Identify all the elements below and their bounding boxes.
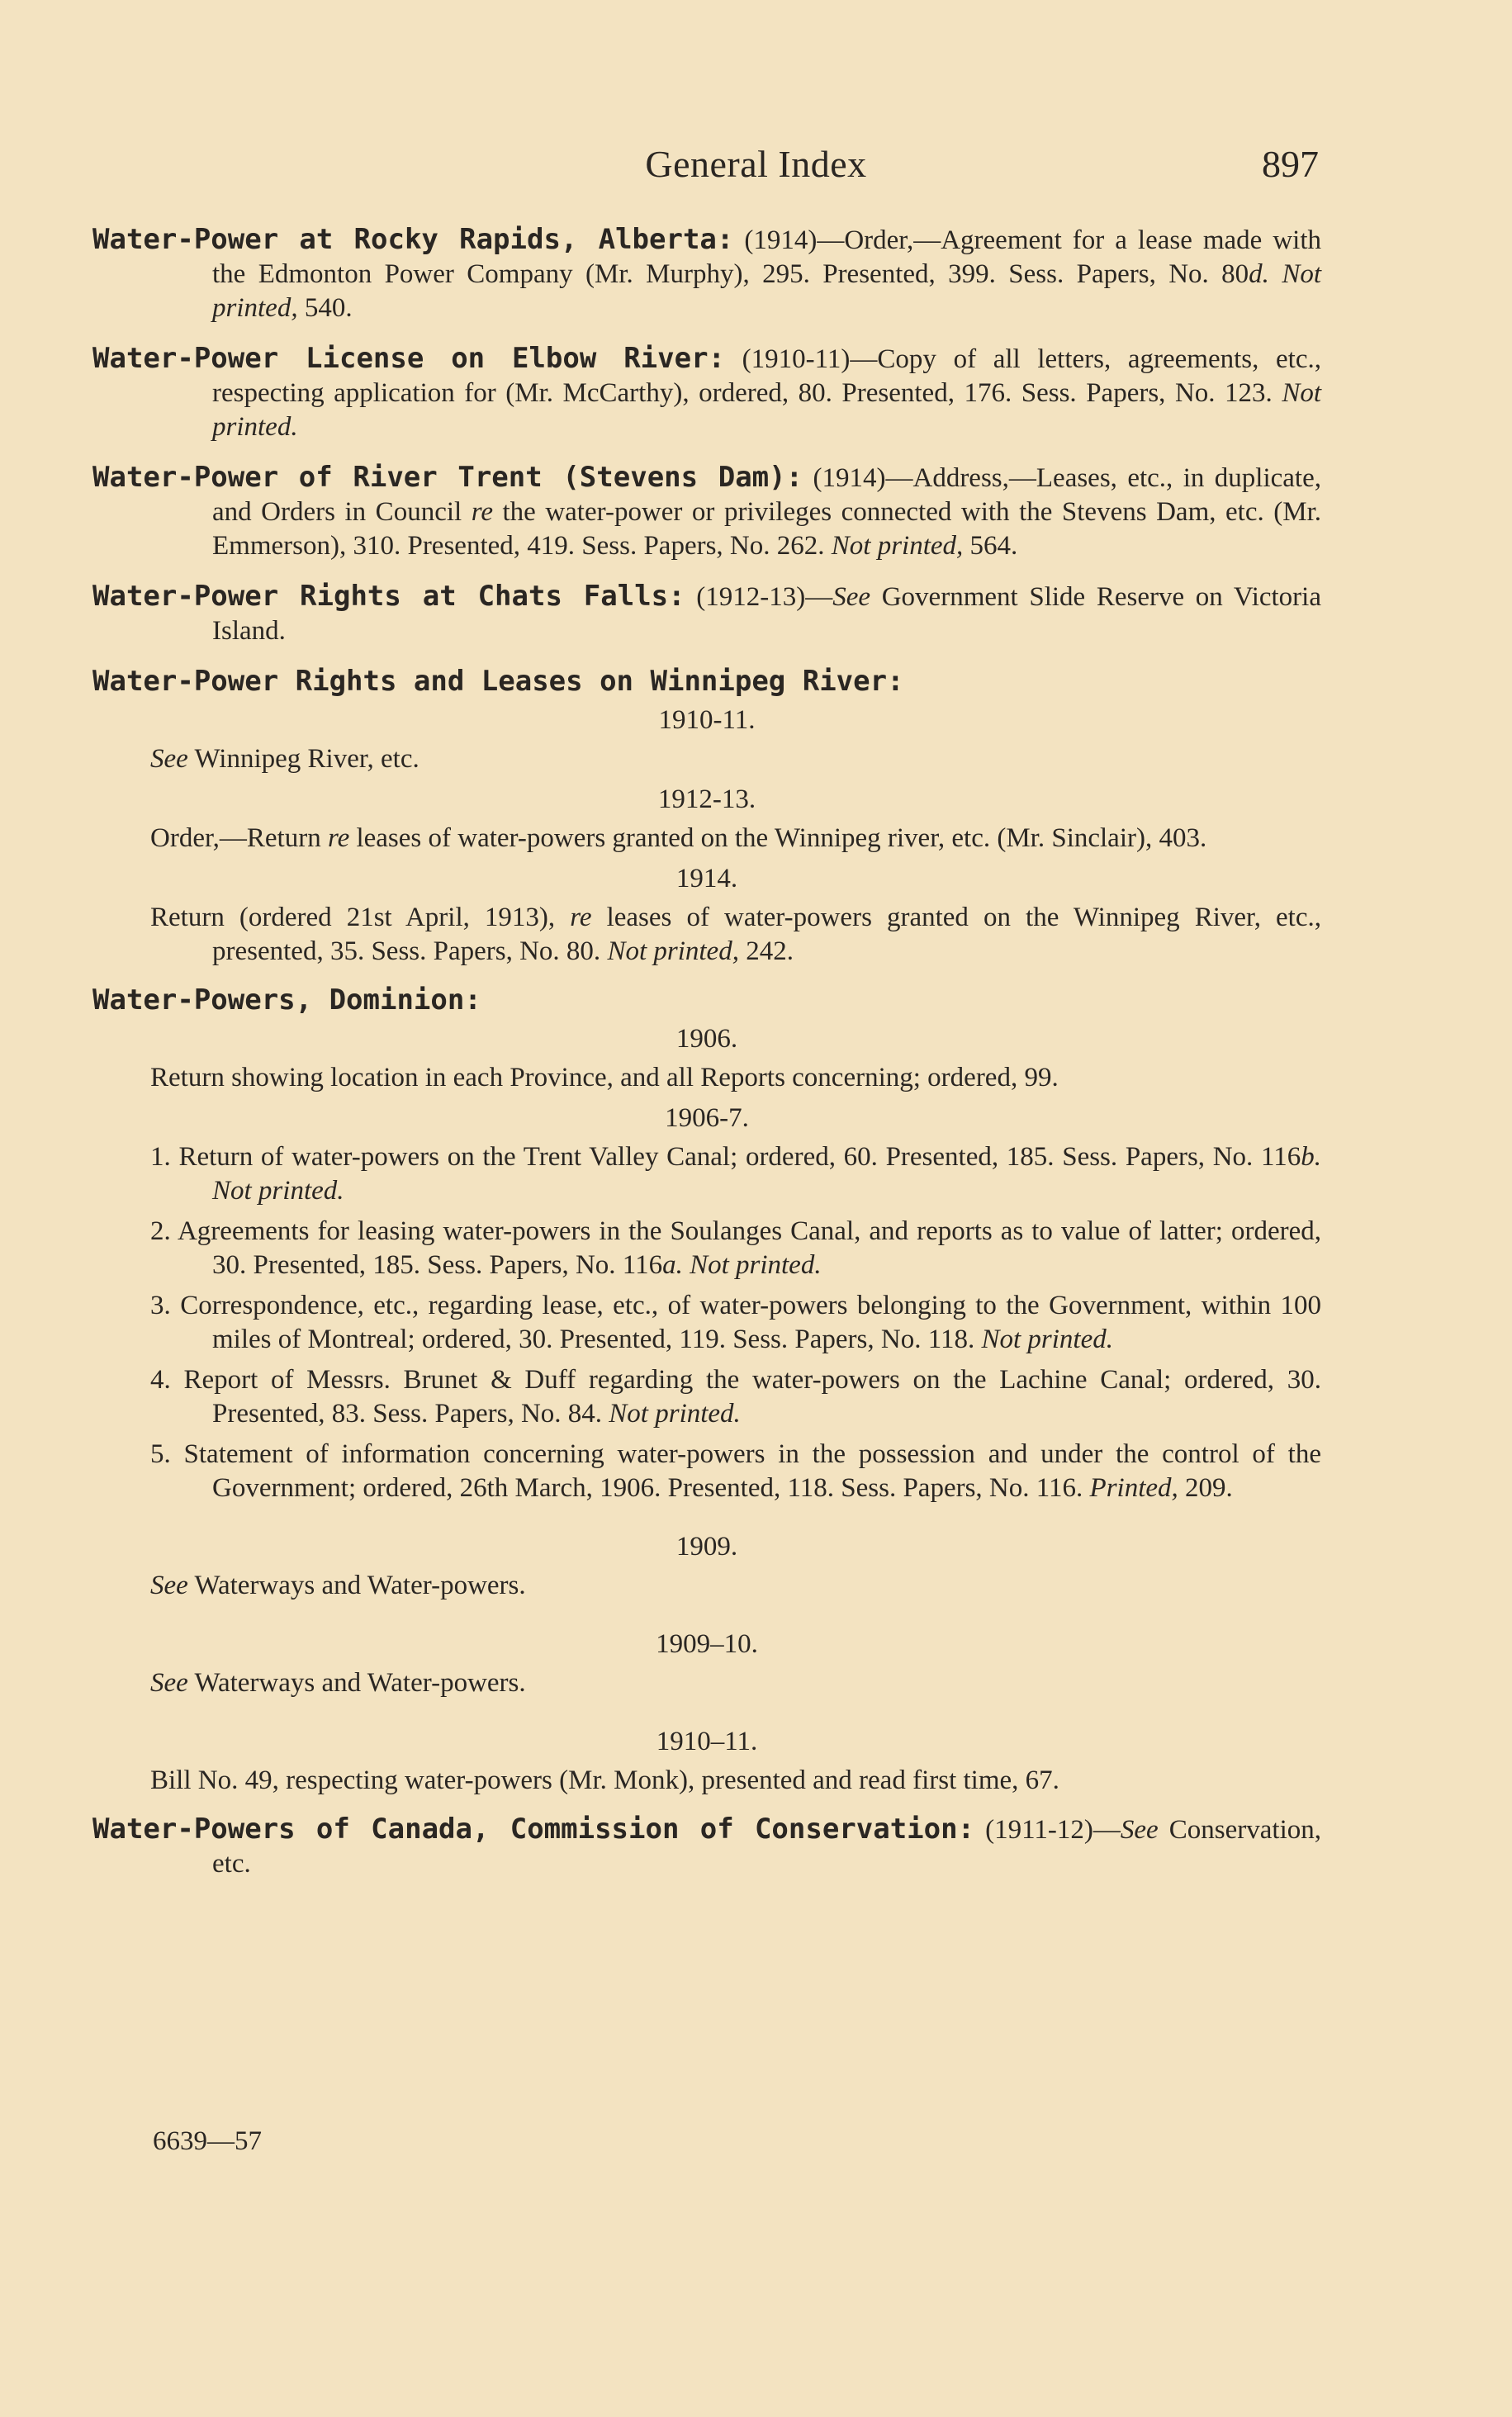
item-suffix: a. [662, 1250, 683, 1280]
entry-text: (1914)—Order,—Agreement for a lease made with the Edmonton Power Company (Mr. Murphy), 295. Presented, 399. Sess. Papers, No. 80 [212, 225, 1321, 289]
sub-entry: Return showing location in each Province, and all Reports concerning; ordered, 99. [150, 1063, 1059, 1092]
item-suffix: b. [1301, 1142, 1322, 1172]
entry-note: Not printed, [212, 259, 1321, 323]
sub-re: re [327, 823, 350, 853]
numbered-item [92, 1215, 1321, 1282]
entry-note: Not printed. [212, 378, 1321, 442]
entry-tail: 564. [963, 531, 1018, 561]
entry-text: (1910-11)—Copy of all letters, agreements, etc., respecting application for (Mr. McCarthy), ordered, 80. Presented, 176. Sess. Papers, No. 123. [212, 344, 1321, 408]
entry-text: Conservation, etc. [212, 1815, 1321, 1879]
numbered-item [92, 1438, 1321, 1505]
footer-code: 6639—57 [153, 2126, 262, 2156]
page-title: General Index [645, 143, 867, 185]
year-heading: 1910-11. [658, 705, 756, 735]
sub-text: Waterways and Water-powers. [187, 1668, 526, 1698]
entry-text: (1912-13)— [685, 582, 833, 612]
year-heading: 1909–10. [656, 1629, 758, 1659]
sub-re: re [570, 903, 592, 932]
entry-note: Not printed, [831, 531, 964, 561]
item-text: Statement of information concerning water-powers in the possession and under the control of the Government; ordered, 26th March, 1906. Presented, 118. Sess. Papers, No. 116. [183, 1439, 1321, 1503]
entry-heading: Water-Power Rights at Chats Falls: [92, 580, 685, 613]
index-entry [92, 1813, 1321, 1881]
item-number: 3. [150, 1291, 171, 1320]
sub-text: Return (ordered 21st April, 1913), [150, 903, 571, 932]
see-ref: See [150, 1571, 188, 1600]
sub-entry [92, 742, 1321, 776]
entry-heading: Water-Power of River Trent (Stevens Dam): [92, 461, 803, 494]
index-entry [92, 223, 1321, 325]
item-note: Not printed. [212, 1176, 344, 1206]
sub-text: leases of water-powers granted on the Winnipeg River, etc., presented, 35. Sess. Papers, No. 80. [212, 903, 1321, 966]
winnipeg-section [92, 665, 1321, 969]
item-text: Return of water-powers on the Trent Valley Canal; ordered, 60. Presented, 185. Sess. Papers, No. 116 [178, 1142, 1301, 1172]
index-content [92, 223, 1321, 1898]
item-text: Agreements for leasing water-powers in the Soulanges Canal, and reports as to value of latter; ordered, 30. Presented, 185. Sess. Papers, No. 116 [177, 1216, 1321, 1280]
see-ref: See [150, 744, 188, 774]
item-note: Printed, [1089, 1473, 1178, 1503]
sub-text: Waterways and Water-powers. [187, 1571, 526, 1600]
year-heading: 1906. [675, 1024, 738, 1054]
year-heading: 1914. [675, 864, 738, 893]
item-number: 1. [150, 1142, 171, 1172]
numbered-item [92, 1363, 1321, 1431]
index-entry [92, 342, 1321, 444]
item-text: Correspondence, etc., regarding lease, etc., of water-powers belonging to the Government, within 100 miles of Montreal; ordered, 30. Presented, 119. Sess. Papers, No. 118. [180, 1291, 1322, 1354]
year-heading: 1912-13. [657, 784, 756, 814]
entry-see: See [832, 582, 871, 612]
year-heading: 1910–11. [656, 1727, 758, 1756]
entry-re: re [471, 497, 493, 527]
year-heading: 1906-7. [665, 1103, 749, 1133]
entry-text: the water-power or privileges connected with the Stevens Dam, etc. (Mr. Emmerson), 310. Presented, 419. Sess. Papers, No. 262. [212, 497, 1321, 561]
page-header [0, 142, 1512, 192]
page-number: 897 [1262, 143, 1319, 185]
entry-text: (1911-12)— [974, 1815, 1121, 1845]
item-number: 2. [150, 1216, 171, 1246]
numbered-item [92, 1289, 1321, 1357]
sub-note: Not printed, [607, 936, 739, 966]
sub-entry: Bill No. 49, respecting water-powers (Mr. Monk), presented and read first time, 67. [150, 1765, 1059, 1795]
index-entry [92, 461, 1321, 563]
section-heading: Water-Powers, Dominion: [92, 983, 481, 1017]
sub-entry [92, 1666, 1321, 1700]
entry-text: Government Slide Reserve on Victoria Island. [212, 582, 1321, 646]
entry-heading: Water-Powers of Canada, Commission of Conservation: [92, 1813, 975, 1846]
entry-heading: Water-Power License on Elbow River: [92, 342, 726, 375]
item-note: Not printed. [981, 1325, 1113, 1354]
section-heading: Water-Power Rights and Leases on Winnipeg River: [92, 665, 904, 698]
numbered-item [92, 1140, 1321, 1208]
index-entry [92, 580, 1321, 648]
entry-heading: Water-Power at Rocky Rapids, Alberta: [92, 223, 734, 256]
sub-text: leases of water-powers granted on the Winnipeg river, etc. (Mr. Sinclair), 403. [349, 823, 1207, 853]
dominion-section [92, 983, 1321, 1798]
entry-text: (1914)—Address,—Leases, etc., in duplicate, and Orders in Council [212, 463, 1321, 527]
item-note: Not printed. [690, 1250, 822, 1280]
item-text: Report of Messrs. Brunet & Duff regarding the water-powers on the Lachine Canal; ordered, 30. Presented, 83. Sess. Papers, No. 84. [183, 1365, 1321, 1429]
see-ref: See [150, 1668, 188, 1698]
entry-see: See [1120, 1815, 1159, 1845]
item-note: Not printed. [609, 1399, 741, 1429]
year-heading: 1909. [675, 1532, 738, 1562]
sub-entry [92, 901, 1321, 969]
entry-suffix: d. [1249, 259, 1269, 289]
entry-tail: 540. [297, 293, 353, 323]
sub-text: Order,—Return [150, 823, 328, 853]
sub-entry [92, 822, 1321, 855]
sub-tail: 242. [738, 936, 794, 966]
item-tail: 209. [1178, 1473, 1233, 1503]
sub-text: Winnipeg River, etc. [187, 744, 419, 774]
item-number: 5. [150, 1439, 171, 1469]
item-number: 4. [150, 1365, 171, 1395]
sub-entry [92, 1569, 1321, 1603]
